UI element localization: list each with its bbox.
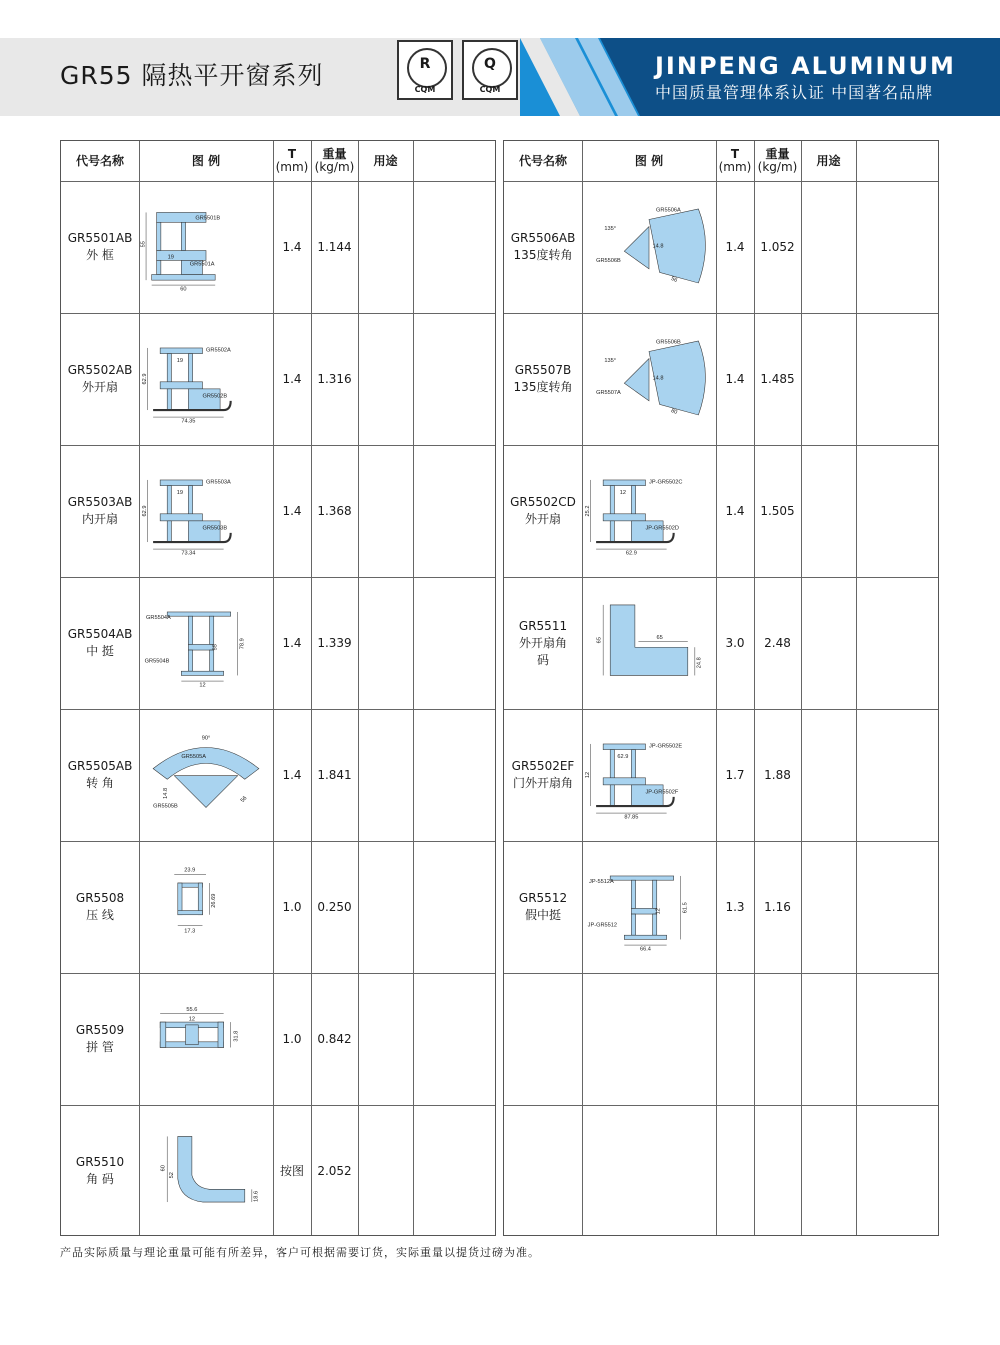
thickness-value: 1.0 xyxy=(282,899,302,914)
header-use xyxy=(801,141,856,181)
thickness-value: 1.4 xyxy=(282,239,302,254)
profile-code: GR5510 xyxy=(75,1155,125,1169)
header-label: 代号名称 xyxy=(518,153,567,168)
use-value xyxy=(801,577,856,709)
dimension-label: 62.9 xyxy=(625,550,637,557)
column-divider xyxy=(413,141,414,1235)
dimension-label: 62.9 xyxy=(617,754,629,761)
profile-section xyxy=(157,222,161,250)
dimension-label: 12 xyxy=(585,771,592,779)
profile-section xyxy=(188,521,220,542)
dimension-label: 12 xyxy=(655,908,662,915)
use-value xyxy=(358,841,413,973)
profile-section xyxy=(603,744,645,750)
profile-section xyxy=(631,750,635,778)
profile-name: 门外开扇角 xyxy=(512,776,573,790)
profile-section xyxy=(160,348,202,354)
corner-code-profile xyxy=(610,605,688,676)
column-divider xyxy=(856,141,857,1235)
thickness-value: 1.7 xyxy=(725,767,745,782)
profile-drawing-cell xyxy=(582,709,716,841)
profile-code-cell xyxy=(504,973,582,1105)
dimension-label: 73.34 xyxy=(181,550,196,557)
thickness-value: 1.4 xyxy=(282,503,302,518)
use-value xyxy=(801,181,856,313)
header-unit: (mm) xyxy=(718,160,752,174)
corner-arc-profile xyxy=(153,747,259,779)
profile-section xyxy=(631,880,635,908)
profile-drawing-cell xyxy=(582,973,716,1105)
profile-section xyxy=(160,382,202,389)
profile-code-cell xyxy=(504,445,582,577)
profile-code: GR5508 xyxy=(75,891,125,905)
use-value xyxy=(801,973,856,1105)
profile-drawing xyxy=(139,843,273,971)
weight-value xyxy=(754,973,801,1105)
dimension-label: 14.8 xyxy=(652,243,664,250)
weight-value: 1.485 xyxy=(760,371,795,386)
thickness-value: 1.3 xyxy=(725,899,745,914)
dimension-label: 12 xyxy=(619,490,627,497)
profile-code-cell xyxy=(61,1105,139,1237)
dimension-label: 87.85 xyxy=(624,814,639,821)
profile-drawing xyxy=(582,579,716,707)
profile-section xyxy=(603,514,645,521)
profile-section xyxy=(188,389,220,410)
profile-code: GR5502AB xyxy=(67,363,133,377)
profile-code-cell xyxy=(504,841,582,973)
profile-code-cell xyxy=(504,1105,582,1237)
profile-section xyxy=(188,486,192,514)
profile-drawing xyxy=(582,315,716,443)
profile-code: GR5503AB xyxy=(67,495,133,509)
profile-drawing-cell xyxy=(139,445,273,577)
profile-section xyxy=(167,354,171,382)
profile-code-cell xyxy=(504,709,582,841)
profile-code-cell xyxy=(61,313,139,445)
weight-value: 2.052 xyxy=(317,1163,352,1178)
dimension-label: 90° xyxy=(201,735,211,742)
weight-value: 1.052 xyxy=(760,239,795,254)
profile-name: 角 码 xyxy=(86,1172,114,1186)
profile-section xyxy=(610,876,673,880)
dimension-label: GR5505B xyxy=(153,803,178,810)
weight-value: 1.144 xyxy=(317,239,352,254)
use-value xyxy=(358,577,413,709)
profile-section xyxy=(653,914,657,935)
dimension-label: 12 xyxy=(199,682,206,689)
use-value xyxy=(801,1105,856,1237)
dimension-label: 55 xyxy=(140,241,147,248)
profile-name: 中 挺 xyxy=(86,644,114,658)
profile-code-cell xyxy=(61,445,139,577)
profile-drawing-cell xyxy=(582,1105,716,1237)
use-value xyxy=(358,313,413,445)
dimension-label: 18.6 xyxy=(253,1190,260,1202)
profile-code: GR5509 xyxy=(75,1023,125,1037)
profile-section xyxy=(167,612,230,616)
corner-wedge-profile xyxy=(174,776,237,808)
profile-drawing-cell xyxy=(582,445,716,577)
profile-section xyxy=(218,1022,224,1047)
dimension-label: GR5501A xyxy=(189,261,215,268)
profile-code-cell xyxy=(504,181,582,313)
page-title: GR55 隔热平开窗系列 xyxy=(60,61,324,90)
thickness-value: 1.4 xyxy=(282,371,302,386)
brand-slogan: 中国质量管理体系认证 中国著名品牌 xyxy=(655,83,934,102)
header-unit: (kg/m) xyxy=(314,160,355,174)
dimension-label: GR5506A xyxy=(656,207,681,214)
dimension-label: 78.9 xyxy=(239,638,246,650)
profile-name: 外开扇 xyxy=(524,512,561,526)
profile-section xyxy=(210,650,214,671)
dimension-label: 65 xyxy=(656,634,663,641)
header-label: T xyxy=(287,147,297,161)
profile-drawing xyxy=(139,1107,273,1235)
dimension-label: 19 xyxy=(167,254,174,261)
profile-section xyxy=(186,1025,199,1045)
weight-value: 0.842 xyxy=(317,1031,352,1046)
dimension-label: 55 xyxy=(212,644,219,651)
header-label: 图 例 xyxy=(191,153,221,168)
profile-section xyxy=(188,650,192,671)
header-code xyxy=(504,141,582,181)
dimension-label: 17.3 xyxy=(184,928,196,935)
profile-name: 135度转角 xyxy=(513,248,573,262)
right-spec-table xyxy=(503,140,939,1236)
profile-section xyxy=(178,911,203,915)
thickness-value: 按图 xyxy=(279,1163,304,1178)
profile-section xyxy=(181,222,185,250)
header-thickness xyxy=(716,141,754,181)
header-unit: (mm) xyxy=(275,160,309,174)
profile-drawing xyxy=(582,183,716,311)
profile-section xyxy=(181,671,223,675)
profile-section xyxy=(160,480,202,486)
profile-drawing-cell xyxy=(139,181,273,313)
profile-code: GR5502EF xyxy=(511,759,575,773)
profile-code-cell xyxy=(61,577,139,709)
dimension-label: 135° xyxy=(604,226,617,233)
use-value xyxy=(801,313,856,445)
thickness-value xyxy=(716,973,754,1105)
dimension-label: 23.9 xyxy=(184,867,196,874)
profile-section xyxy=(610,486,614,514)
use-value xyxy=(801,445,856,577)
dimension-label: GR5503A xyxy=(206,479,231,486)
corner-wedge-profile xyxy=(624,227,649,269)
thickness-value: 1.0 xyxy=(282,1031,302,1046)
dimension-label: 74.35 xyxy=(181,418,196,425)
use-value xyxy=(801,841,856,973)
profile-drawing xyxy=(582,843,716,971)
thickness-value: 3.0 xyxy=(725,635,745,650)
dimension-label: 14.8 xyxy=(163,787,170,799)
dimension-label: GR5502A xyxy=(206,347,231,354)
profile-drawing-cell xyxy=(139,1105,273,1237)
use-value xyxy=(358,973,413,1105)
dimension-label: 66.4 xyxy=(639,946,651,953)
weight-value: 1.16 xyxy=(764,899,791,914)
page-header xyxy=(0,0,1000,118)
thickness-value: 1.4 xyxy=(725,371,745,386)
profile-drawing-cell xyxy=(139,973,273,1105)
profile-drawing-cell xyxy=(139,709,273,841)
profile-name: 压 线 xyxy=(86,908,114,922)
left-spec-table xyxy=(60,140,496,1236)
header-label: 重量 xyxy=(765,147,790,161)
profile-section xyxy=(603,778,645,785)
profile-name: 外开扇 xyxy=(81,380,118,394)
dimension-label: 25.2 xyxy=(585,505,592,517)
dimension-label: JP-GR5502E xyxy=(649,743,683,750)
profile-code: GR5501AB xyxy=(67,231,133,245)
profile-section xyxy=(188,354,192,382)
dimension-label: 56 xyxy=(670,276,678,284)
profile-drawing xyxy=(582,711,716,839)
dimension-label: 26.69 xyxy=(211,893,218,908)
thickness-value: 1.4 xyxy=(725,503,745,518)
dimension-label: GR5507A xyxy=(596,389,621,396)
header-label: T xyxy=(730,147,740,161)
profile-drawing xyxy=(139,711,273,839)
dimension-label: 60 xyxy=(160,1165,167,1172)
profile-drawing xyxy=(582,447,716,575)
profile-section xyxy=(167,389,171,410)
profile-drawing-cell xyxy=(139,841,273,973)
profile-name: 外开扇角 xyxy=(518,635,567,650)
use-value xyxy=(801,709,856,841)
dimension-label: GR5506B xyxy=(596,257,621,264)
profile-name: 135度转角 xyxy=(513,380,573,394)
thickness-value: 1.4 xyxy=(282,635,302,650)
header-weight xyxy=(754,141,801,181)
profile-section xyxy=(631,521,663,542)
profile-section xyxy=(198,883,202,915)
header-thickness xyxy=(273,141,311,181)
profile-drawing-cell xyxy=(582,577,716,709)
profile-code-cell xyxy=(61,709,139,841)
profile-code-cell xyxy=(504,313,582,445)
header-label: 图 例 xyxy=(634,153,664,168)
corner-wedge-profile xyxy=(624,359,649,401)
profile-name: 假中挺 xyxy=(524,908,561,922)
footnote: 产品实际质量与理论重量可能有所差异，客户可根据需要订货，实际重量以提货过磅为准。 xyxy=(60,1246,540,1259)
profile-section xyxy=(167,486,171,514)
profile-section xyxy=(610,750,614,778)
thickness-value: 1.4 xyxy=(725,239,745,254)
use-value xyxy=(358,445,413,577)
weight-value: 2.48 xyxy=(764,635,791,650)
weight-value: 1.339 xyxy=(317,635,352,650)
profile-section xyxy=(210,616,214,644)
dimension-label: GR5504A xyxy=(146,615,171,622)
profile-drawing-cell xyxy=(139,577,273,709)
dimension-label: 19 xyxy=(176,490,184,497)
header-code xyxy=(61,141,139,181)
profile-section xyxy=(178,883,182,915)
dimension-label: 24.8 xyxy=(696,657,703,669)
dimension-label: 60 xyxy=(180,286,187,293)
dimension-label: JP-GR5502F xyxy=(645,789,679,796)
weight-value: 1.841 xyxy=(317,767,352,782)
header-weight xyxy=(311,141,358,181)
profile-section xyxy=(631,908,656,914)
profile-name: 拼 管 xyxy=(86,1040,114,1054)
cqm-r-logo: R CQM xyxy=(397,40,453,100)
dimension-label: 55.6 xyxy=(186,1006,198,1013)
profile-code: GR5507B xyxy=(514,363,572,377)
profile-code: GR5502CD xyxy=(510,495,576,509)
header-drawing xyxy=(139,141,273,181)
profile-section xyxy=(624,935,666,939)
use-value xyxy=(358,709,413,841)
header-use xyxy=(358,141,413,181)
dimension-label: GR5506B xyxy=(656,339,681,346)
profile-section xyxy=(188,616,192,644)
use-value xyxy=(358,181,413,313)
profile-code: GR5506AB xyxy=(510,231,576,245)
profile-code: GR5504AB xyxy=(67,627,133,641)
profile-name: 转 角 xyxy=(86,776,114,790)
profile-drawing xyxy=(139,447,273,575)
profile-code-cell xyxy=(61,181,139,313)
cqm-q-logo: Q CQM xyxy=(462,40,518,100)
dimension-label: 31.8 xyxy=(233,1030,240,1042)
profile-section xyxy=(610,785,614,806)
header-label: 用途 xyxy=(816,153,841,168)
profile-section xyxy=(167,521,171,542)
dimension-label: GR5504B xyxy=(144,658,170,665)
profile-name: 内开扇 xyxy=(81,512,118,526)
dimension-label: JP-GR5502C xyxy=(649,479,683,486)
weight-value: 1.368 xyxy=(317,503,352,518)
profile-section xyxy=(631,785,663,806)
profile-section xyxy=(603,480,645,486)
profile-name-line2: 码 xyxy=(536,652,549,667)
brand-name: JINPENG ALUMINUM xyxy=(655,52,956,80)
profile-code-cell xyxy=(61,841,139,973)
thickness-value: 1.4 xyxy=(282,767,302,782)
dimension-label: 61.5 xyxy=(682,902,689,914)
weight-value: 1.316 xyxy=(317,371,352,386)
profile-name: 外 框 xyxy=(86,248,114,262)
profile-section xyxy=(653,880,657,908)
dimension-label: GR5503B xyxy=(202,525,228,532)
profile-section xyxy=(160,1022,166,1047)
weight-value xyxy=(754,1105,801,1237)
profile-code-cell xyxy=(504,577,582,709)
profile-code: GR5505AB xyxy=(67,759,133,773)
profile-section xyxy=(152,275,215,281)
weight-value: 1.88 xyxy=(764,767,791,782)
dimension-label: 56 xyxy=(239,795,249,805)
profile-drawing-cell xyxy=(582,841,716,973)
header-label: 重量 xyxy=(322,147,347,161)
profile-drawing-cell xyxy=(582,181,716,313)
profile-section xyxy=(631,914,635,935)
dimension-label: 80 xyxy=(670,408,678,416)
profile-code: GR5511 xyxy=(518,618,568,633)
profile-section xyxy=(157,260,161,274)
dimension-label: 14.8 xyxy=(652,375,664,382)
thickness-value xyxy=(716,1105,754,1237)
use-value xyxy=(358,1105,413,1237)
profile-code-cell xyxy=(61,973,139,1105)
weight-value: 0.250 xyxy=(317,899,352,914)
dimension-label: 52 xyxy=(168,1172,175,1179)
profile-drawing-cell xyxy=(582,313,716,445)
dimension-label: JP-GR5512 xyxy=(587,922,618,929)
dimension-label: GR5501B xyxy=(195,215,221,222)
profile-code: GR5512 xyxy=(518,891,568,905)
dimension-label: 19 xyxy=(176,358,184,365)
dimension-label: GR5505A xyxy=(181,754,207,761)
header-label: 用途 xyxy=(373,153,398,168)
profile-drawing xyxy=(139,579,273,707)
profile-drawing-cell xyxy=(139,313,273,445)
dimension-label: JP-GR5502D xyxy=(645,525,679,532)
header-drawing xyxy=(582,141,716,181)
profile-section xyxy=(631,486,635,514)
profile-section xyxy=(160,514,202,521)
dimension-label: GR5502B xyxy=(202,393,228,400)
dimension-label: 12 xyxy=(188,1016,196,1023)
dimension-label: 65 xyxy=(596,637,603,644)
header-label: 代号名称 xyxy=(75,153,124,168)
profile-section xyxy=(188,644,213,650)
dimension-label: JP-5512A xyxy=(589,879,614,886)
header-unit: (kg/m) xyxy=(757,160,798,174)
dimension-label: 62.9 xyxy=(142,373,149,385)
weight-value: 1.505 xyxy=(760,503,795,518)
profile-section xyxy=(157,251,206,261)
profile-drawing xyxy=(139,315,273,443)
corner-bracket-profile xyxy=(178,1136,245,1202)
profile-drawing xyxy=(139,975,273,1103)
profile-drawing xyxy=(139,183,273,311)
profile-section xyxy=(610,521,614,542)
dimension-label: 135° xyxy=(604,358,617,365)
dimension-label: 62.9 xyxy=(142,505,149,517)
